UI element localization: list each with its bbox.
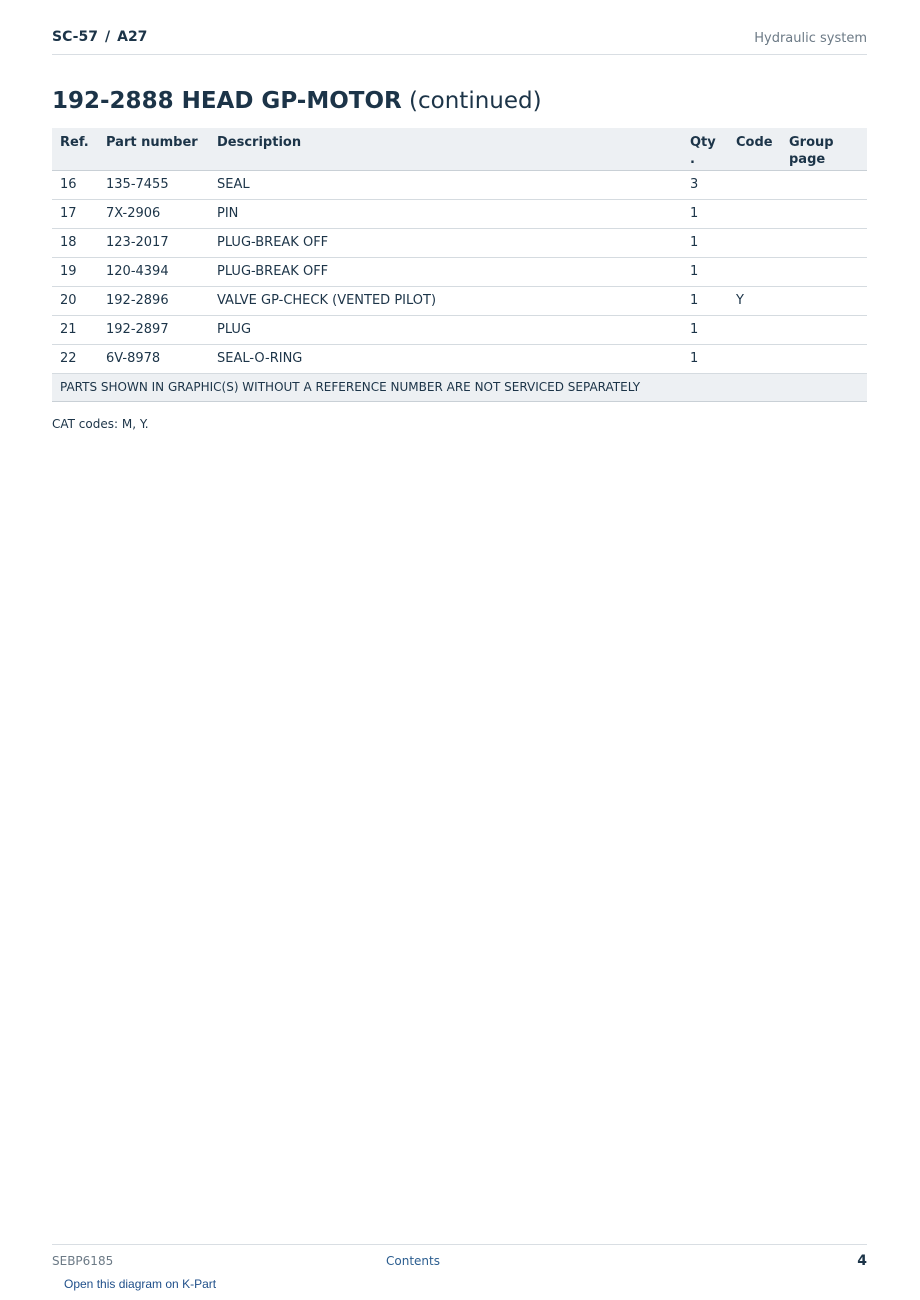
page-footer: [52, 1244, 867, 1269]
col-ref: Ref.: [52, 128, 98, 170]
document-code: SEBP6185: [52, 1254, 114, 1268]
section-name: Hydraulic system: [754, 31, 867, 46]
cell-ref: 22: [52, 344, 98, 373]
cell-ref: 21: [52, 315, 98, 344]
cell-ref: 17: [52, 199, 98, 228]
cell-description: SEAL-O-RING: [209, 344, 682, 373]
cat-codes: CAT codes: M, Y.: [52, 417, 149, 431]
col-group-page-line1: Group: [789, 135, 834, 150]
table-row: [52, 257, 867, 286]
cell-part-number: 192-2896: [98, 286, 209, 315]
cell-part-number: 120-4394: [98, 257, 209, 286]
document-id: [52, 29, 147, 45]
cell-ref: 16: [52, 170, 98, 199]
col-group-page-line2: page: [789, 152, 826, 167]
cell-description: PLUG: [209, 315, 682, 344]
cell-qty: 1: [682, 286, 728, 315]
cell-description: PLUG-BREAK OFF: [209, 257, 682, 286]
cell-code: [728, 315, 781, 344]
cell-qty: 1: [682, 315, 728, 344]
cell-code: [728, 257, 781, 286]
cell-description: PLUG-BREAK OFF: [209, 228, 682, 257]
cell-group-page: [781, 199, 867, 228]
col-part-number: Part number: [98, 128, 209, 170]
page-title: [52, 88, 542, 114]
cell-qty: 1: [682, 344, 728, 373]
cell-group-page: [781, 170, 867, 199]
cell-qty: 1: [682, 199, 728, 228]
table-row: [52, 199, 867, 228]
cell-part-number: 192-2897: [98, 315, 209, 344]
cell-group-page: [781, 286, 867, 315]
cell-group-page: [781, 257, 867, 286]
id-separator: /: [104, 29, 111, 45]
cell-part-number: 6V-8978: [98, 344, 209, 373]
cell-group-page: [781, 344, 867, 373]
cell-description: VALVE GP-CHECK (VENTED PILOT): [209, 286, 682, 315]
table-note: PARTS SHOWN IN GRAPHIC(S) WITHOUT A REFERENCE NUMBER ARE NOT SERVICED SEPARATELY: [52, 373, 867, 401]
cell-code: [728, 344, 781, 373]
table-row: [52, 286, 867, 315]
title-suffix: (continued): [409, 88, 542, 114]
table-row: [52, 344, 867, 373]
cell-code: [728, 199, 781, 228]
col-group-page: [781, 128, 867, 170]
serial-prefix: A27: [117, 29, 148, 45]
cell-qty: 1: [682, 257, 728, 286]
table-row: [52, 228, 867, 257]
col-qty-line1: Qty: [690, 135, 716, 150]
col-description: Description: [209, 128, 682, 170]
cell-group-page: [781, 228, 867, 257]
cell-code: Y: [728, 286, 781, 315]
cell-code: [728, 170, 781, 199]
cell-part-number: 135-7455: [98, 170, 209, 199]
table-note-row: [52, 373, 867, 401]
model-code: SC-57: [52, 29, 98, 45]
table-header-row: [52, 128, 867, 170]
cell-qty: 3: [682, 170, 728, 199]
cell-ref: 19: [52, 257, 98, 286]
cell-code: [728, 228, 781, 257]
cell-part-number: 7X-2906: [98, 199, 209, 228]
cell-ref: 20: [52, 286, 98, 315]
assembly-title: 192-2888 HEAD GP-MOTOR: [52, 88, 402, 114]
cell-qty: 1: [682, 228, 728, 257]
table-row: [52, 170, 867, 199]
page-number: 4: [857, 1253, 867, 1269]
cell-ref: 18: [52, 228, 98, 257]
col-code: Code: [728, 128, 781, 170]
cell-description: SEAL: [209, 170, 682, 199]
page-header: [52, 28, 867, 55]
cell-group-page: [781, 315, 867, 344]
contents-link[interactable]: Contents: [386, 1254, 440, 1268]
col-qty: [682, 128, 728, 170]
cell-description: PIN: [209, 199, 682, 228]
table-row: [52, 315, 867, 344]
kpart-diagram-link[interactable]: Open this diagram on K-Part: [64, 1277, 217, 1291]
col-qty-line2: .: [690, 152, 695, 167]
cell-part-number: 123-2017: [98, 228, 209, 257]
parts-table: [52, 128, 867, 402]
